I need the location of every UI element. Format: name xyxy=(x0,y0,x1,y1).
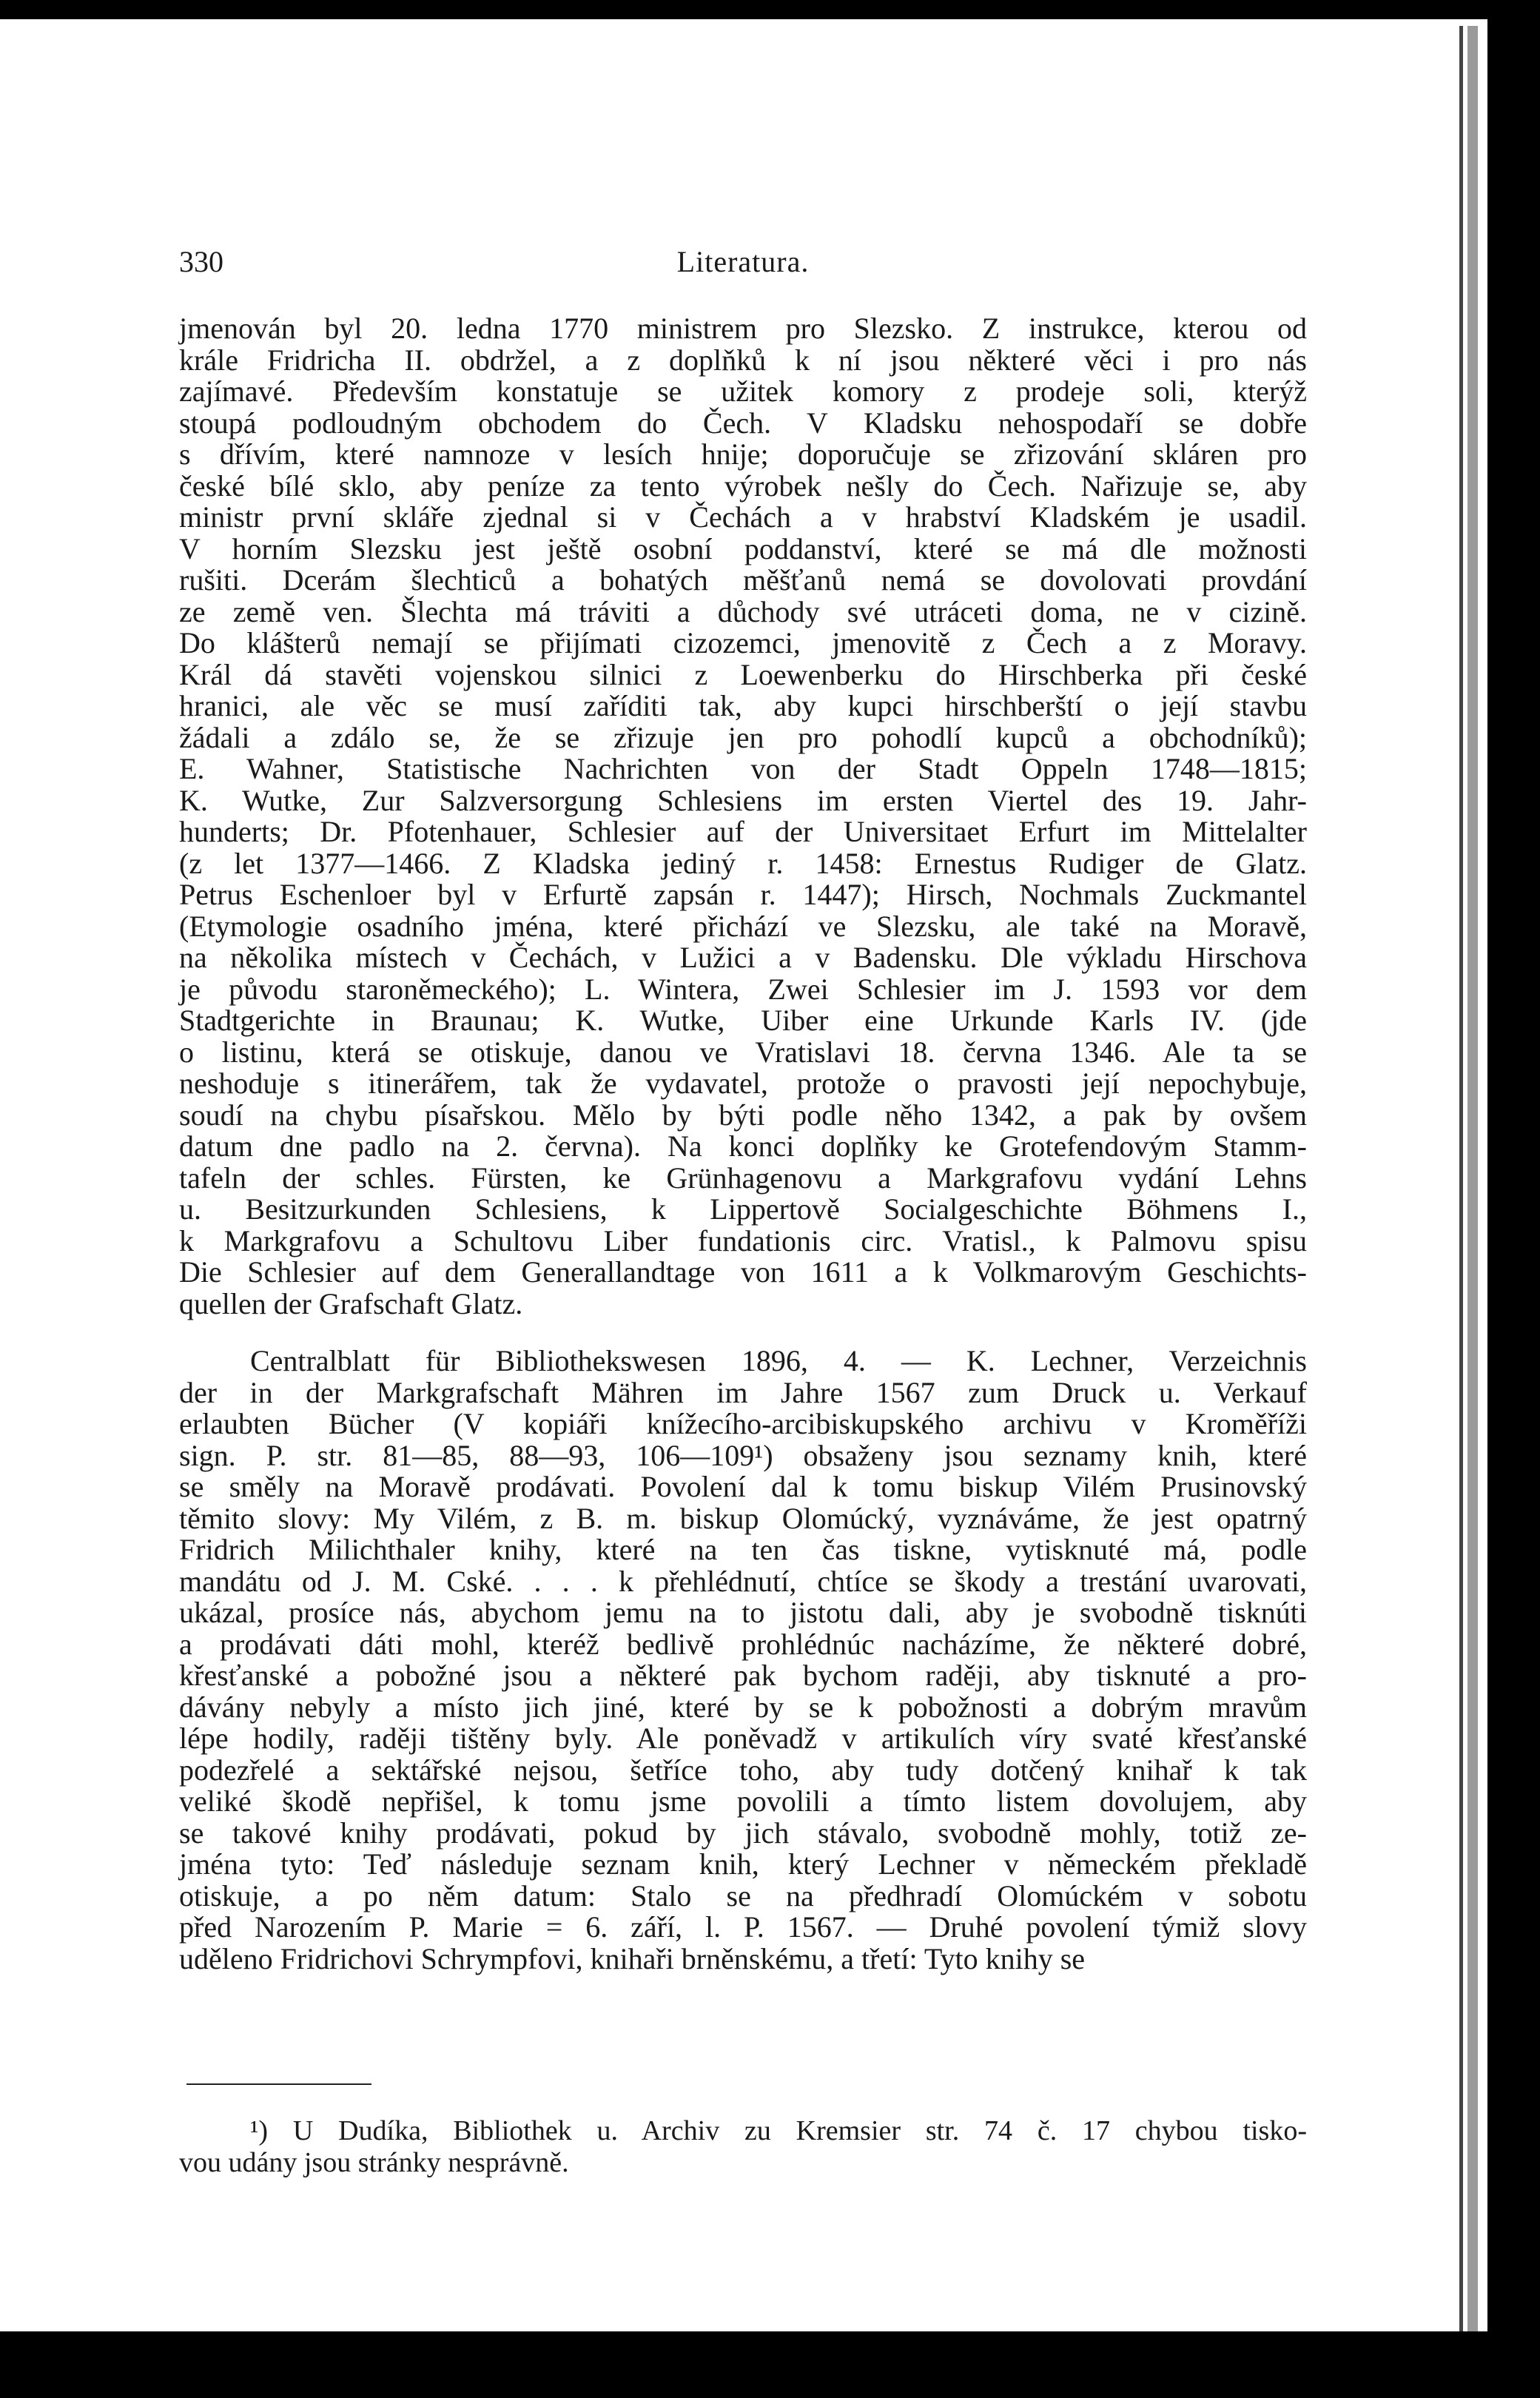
text-line: ministr první skláře zjednal si v Čechách a v hrabství Kladském je usadil. xyxy=(179,500,1307,534)
text-line: Král dá stavěti vojenskou silnici z Loewenberku do Hirschberka při české xyxy=(179,657,1307,691)
text-line: o listinu, která se otiskuje, danou ve Vratislavi 18. června 1346. Ale ta se xyxy=(179,1035,1307,1069)
text-line: uděleno Fridrichovi Schrympfovi, knihaři brněnskému, a třetí: Tyto knihy se xyxy=(179,1941,1086,1975)
text-line: Petrus Eschenloer byl v Erfurtě zapsán r. 1447); Hirsch, Nochmals Zuckmantel xyxy=(179,878,1307,911)
text-line: quellen der Grafschaft Glatz. xyxy=(179,1286,523,1320)
text-line: neshoduje s itinerářem, tak že vydavatel, protože o pravosti její nepochybuje, xyxy=(179,1067,1307,1100)
text-line: zajímavé. Především konstatuje se užitek komory z prodeje soli, kterýž xyxy=(179,375,1307,408)
text-line: tafeln der schles. Fürsten, ke Grünhagenovu a Markgrafovu vydání Lehns xyxy=(179,1161,1307,1195)
text-line: žádali a zdálo se, že se zřizuje jen pro pohodlí kupců a obchodníků); xyxy=(179,720,1307,754)
book-spine-shadow xyxy=(1467,26,1478,2331)
text-line: otiskuje, a po něm datum: Stalo se na předhradí Olomúckém v sobotu xyxy=(179,1878,1307,1912)
text-line: ukázal, prosíce nás, abychom jemu na to jistotu dali, aby je svobodně tisknúti xyxy=(179,1596,1307,1629)
text-line: lépe hodily, raději tištěny byly. Ale poněvadž v artikulích víry svaté křesťanské xyxy=(179,1722,1307,1755)
text-line: k Markgrafovu a Schultovu Liber fundationis circ. Vratisl., k Palmovu spisu xyxy=(179,1223,1307,1257)
text-line: podezřelé a sektářské nejsou, šetříce toho, aby tudy dotčený knihař k tak xyxy=(179,1753,1307,1787)
text-line: těmito slovy: My Vilém, z B. m. biskup Olomúcký, vyznáváme, že jest opatrný xyxy=(179,1501,1307,1535)
scan-border-bottom xyxy=(0,2331,1540,2398)
text-line: sign. P. str. 81—85, 88—93, 106—109¹) obsaženy jsou seznamy knih, které xyxy=(179,1438,1307,1472)
text-line: hunderts; Dr. Pfotenhauer, Schlesier auf der Universitaet Erfurt im Mittelalter xyxy=(179,815,1307,848)
text-line: a prodávati dáti mohl, kteréž bedlivě prohlédnúc nacházíme, že některé dobré, xyxy=(179,1627,1307,1661)
text-line: krále Fridricha II. obdržel, a z doplňků k ní jsou některé věci i pro nás xyxy=(179,343,1307,377)
text-line: ze země ven. Šlechta má tráviti a důchody své utráceti doma, ne v cizině. xyxy=(179,594,1307,628)
text-line: E. Wahner, Statistische Nachrichten von der Stadt Oppeln 1748—1815; xyxy=(179,752,1307,785)
text-line: datum dne padlo na 2. června). Na konci doplňky ke Grotefendovým Stamm- xyxy=(179,1129,1307,1163)
text-line: české bílé sklo, aby peníze za tento výrobek nešly do Čech. Nařizuje se, aby xyxy=(179,468,1307,503)
text-line: Stadtgerichte in Braunau; K. Wutke, Uiber eine Urkunde Karls IV. (jde xyxy=(179,1004,1307,1037)
text-line: erlaubten Bücher (V kopiáři knížecího-arcibiskupského archivu v Kroměříži xyxy=(179,1407,1307,1440)
footnote-rule xyxy=(186,2083,371,2085)
text-line: na několika místech v Čechách, v Lužici a v Badensku. Dle výkladu Hirschova xyxy=(179,941,1307,974)
text-line: der in der Markgrafschaft Mähren im Jahre 1567 zum Druck u. Verkauf xyxy=(179,1375,1307,1409)
text-line: s dřívím, které namnoze v lesích hnije; doporučuje se zřizování skláren pro xyxy=(179,437,1307,471)
text-line: Die Schlesier auf dem Generallandtage von 1611 a k Volkmarovým Geschichts- xyxy=(179,1255,1307,1289)
page-number: 330 xyxy=(179,245,223,278)
text-line: se směly na Moravě prodávati. Povolení dal k tomu biskup Vilém Prusinovský xyxy=(179,1470,1307,1503)
text-line: jména tyto: Teď následuje seznam knih, který Lechner v německém překladě xyxy=(179,1847,1307,1881)
text-line: ¹) U Dudíka, Bibliothek u. Archiv zu Kremsier str. 74 č. 17 chybou tisko- xyxy=(250,2115,1307,2146)
book-spine-line xyxy=(1459,26,1463,2331)
text-line: (z let 1377—1466. Z Kladska jediný r. 1458: Ernestus Rudiger de Glatz. xyxy=(179,846,1307,880)
scan-border-right xyxy=(1487,0,1540,2398)
text-line: hranici, ale věc se musí zaříditi tak, aby kupci hirschberští o její stavbu xyxy=(179,689,1307,722)
text-line: (Etymologie osadního jména, které přichází ve Slezsku, ale také na Moravě, xyxy=(179,909,1307,943)
text-line: soudí na chybu písařskou. Mělo by býti podle něho 1342, a pak by ovšem xyxy=(179,1098,1307,1132)
text-line: stoupá podloudným obchodem do Čech. V Kladsku nehospodaří se dobře xyxy=(179,406,1307,440)
text-line: rušiti. Dcerám šlechticů a bohatých měšťanů nemá se dovolovati provdání xyxy=(179,563,1307,597)
text-line: Centralblatt für Bibliothekswesen 1896, 4. — K. Lechner, Verzeichnis xyxy=(250,1344,1307,1377)
text-line: veliké škodě nepřišel, k tomu jsme povolili a tímto listem dovolujem, aby xyxy=(179,1784,1307,1818)
text-line: se takové knihy prodávati, pokud by jich stávalo, svobodně mohly, totiž ze- xyxy=(179,1816,1307,1850)
text-line: je původu staroněmeckého); L. Wintera, Zwei Schlesier im J. 1593 vor dem xyxy=(179,972,1307,1006)
text-line: dávány nebyly a místo jich jiné, které by se k pobožnosti a dobrým mravům xyxy=(179,1690,1307,1724)
text-line: před Narozením P. Marie = 6. září, l. P. 1567. — Druhé povolení týmiž slovy xyxy=(179,1910,1307,1944)
text-line: V horním Slezsku jest ještě osobní poddanství, které se má dle možnosti xyxy=(179,531,1307,565)
text-line: vou udány jsou stránky nesprávně. xyxy=(179,2147,569,2178)
text-line: K. Wutke, Zur Salzversorgung Schlesiens im ersten Viertel des 19. Jahr- xyxy=(179,783,1307,817)
text-line: Fridrich Milichthaler knihy, které na ten čas tiskne, vytisknuté má, podle xyxy=(179,1533,1307,1566)
page-header xyxy=(179,243,1307,281)
text-line: jmenován byl 20. ledna 1770 ministrem pro Slezsko. Z instrukce, kterou od xyxy=(179,312,1307,345)
text-line: křesťanské a pobožné jsou a některé pak bychom raději, aby tisknuté a pro- xyxy=(179,1659,1307,1692)
scan-border-top xyxy=(0,0,1540,19)
text-line: Do klášterů nemají se přijímati cizozemci, jmenovitě z Čech a z Moravy. xyxy=(179,626,1307,659)
text-line: u. Besitzurkunden Schlesiens, k Lippertově Socialgeschichte Böhmens I., xyxy=(179,1192,1307,1226)
running-head: Literatura. xyxy=(676,245,810,278)
text-line: mandátu od J. M. Cské. . . . k přehlédnutí, chtíce se škody a trestání uvarovati, xyxy=(179,1564,1307,1598)
